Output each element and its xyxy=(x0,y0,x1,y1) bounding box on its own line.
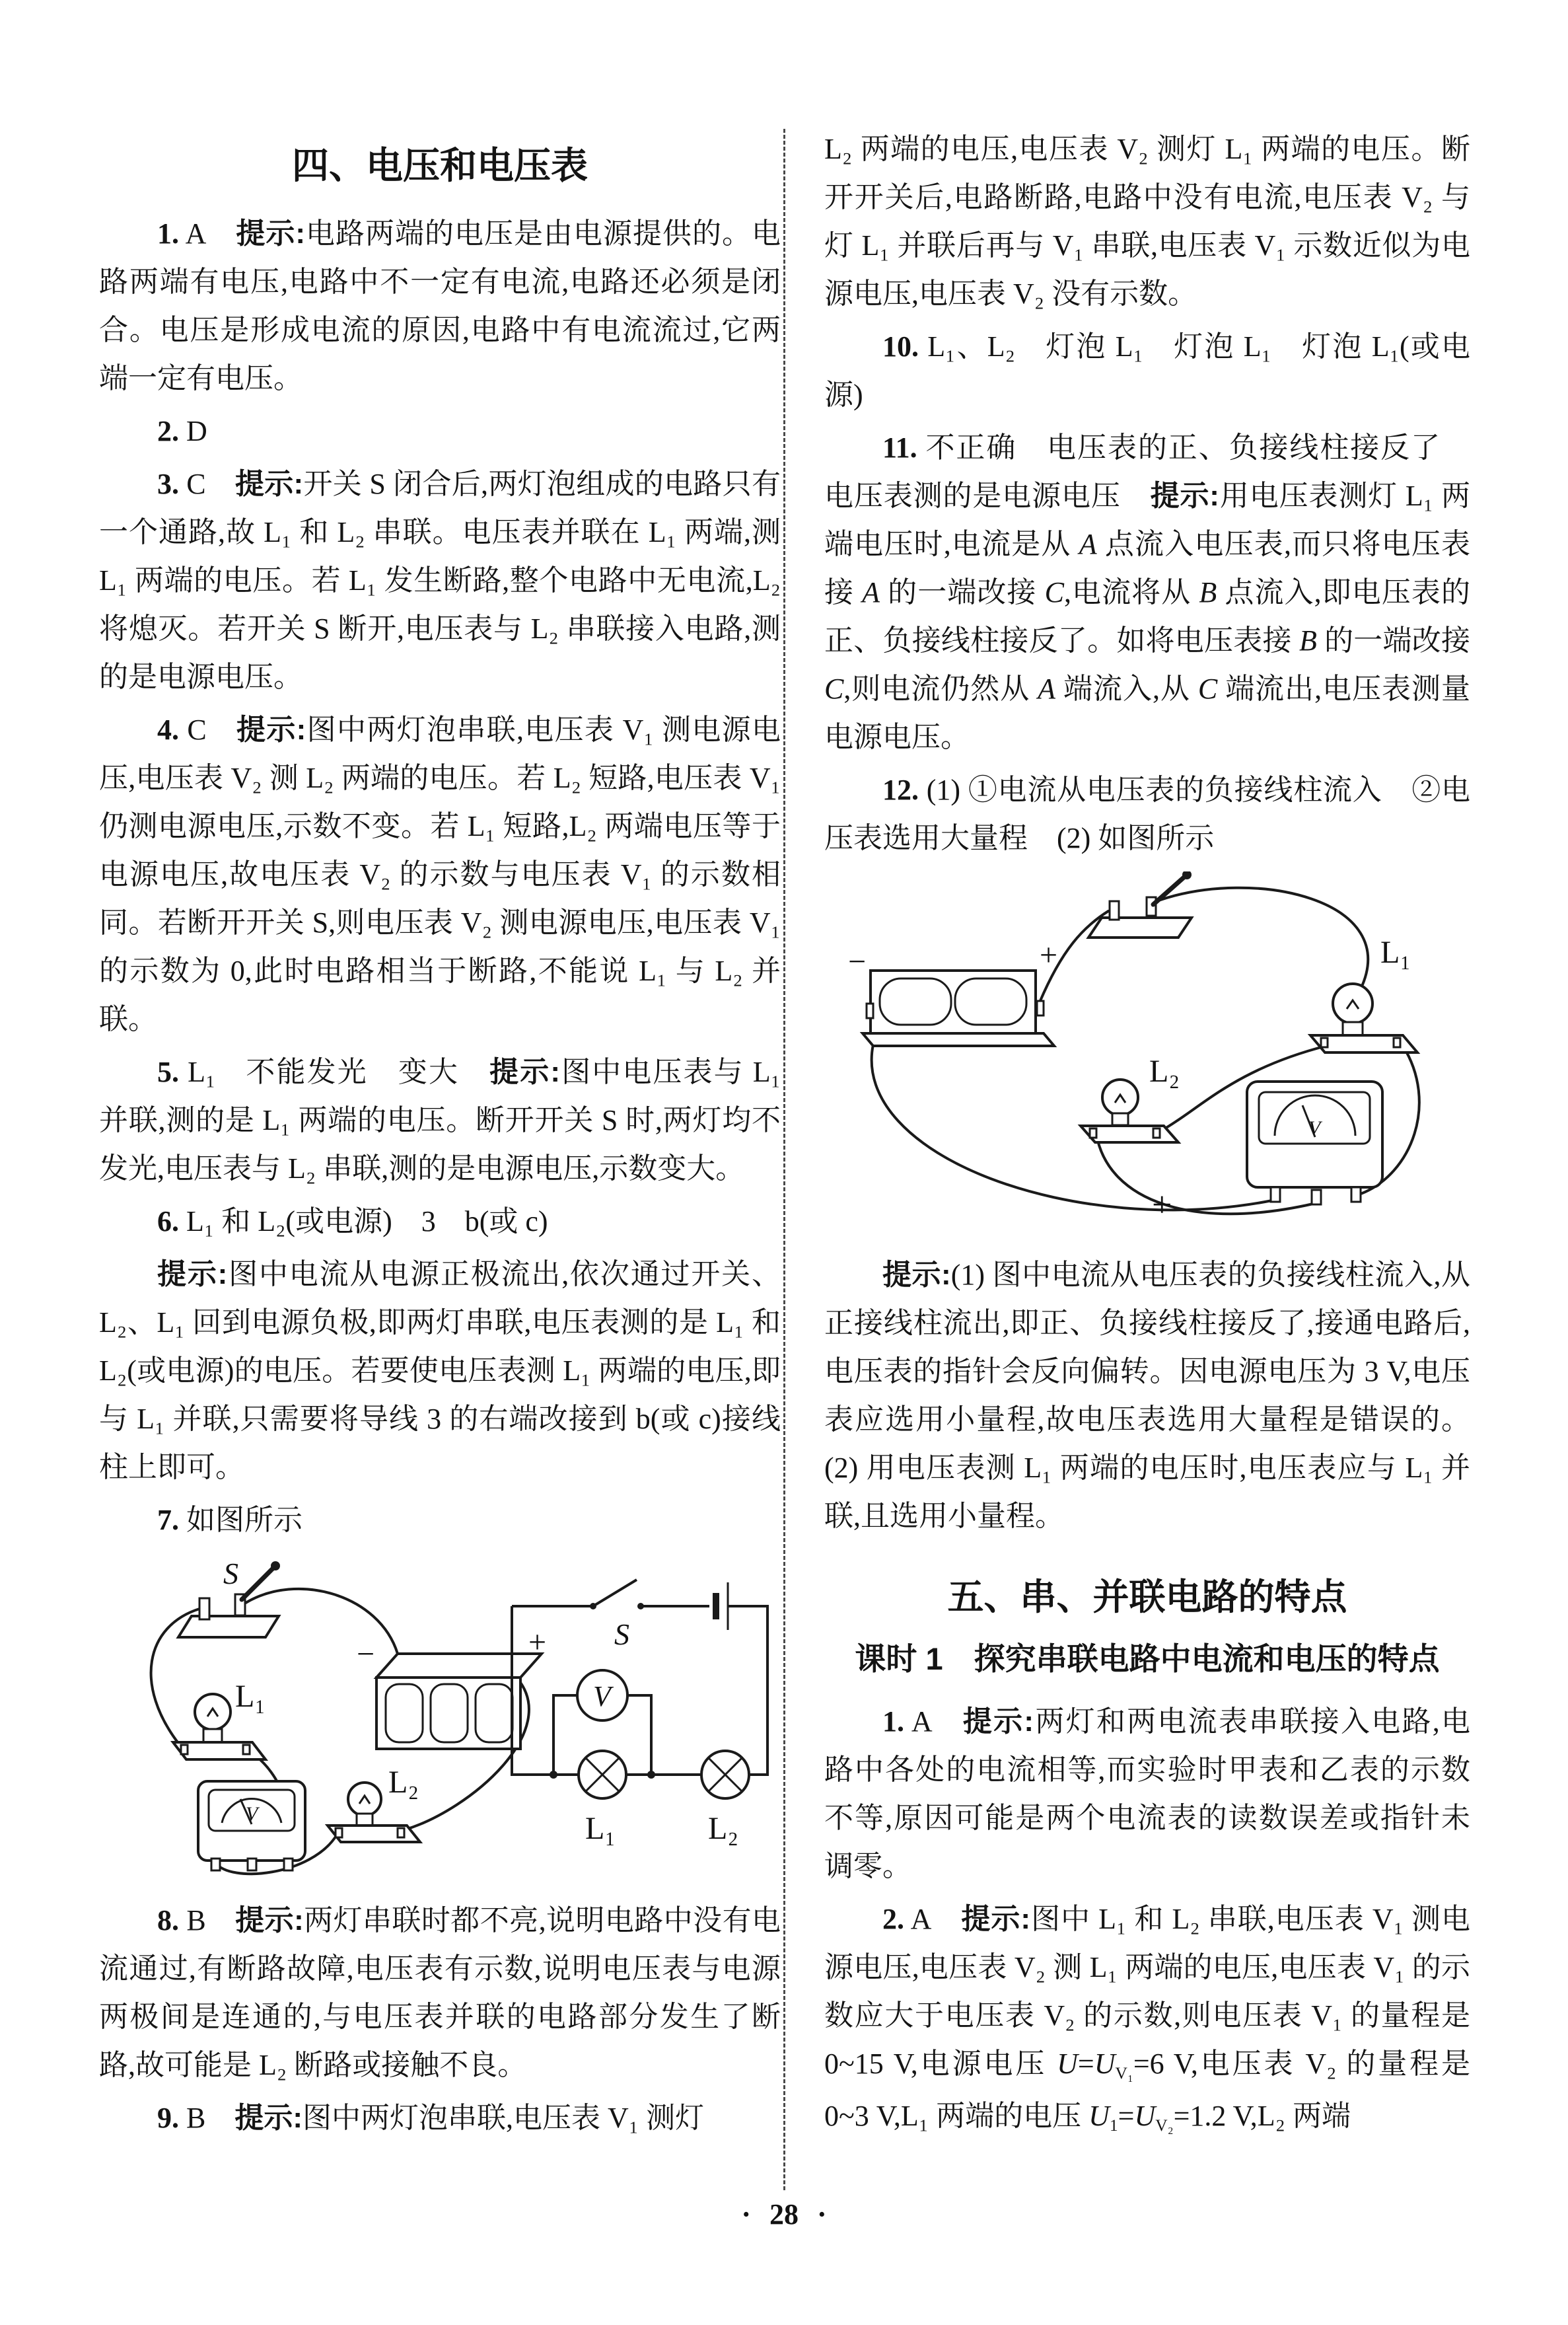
text-segment: 五、串、并联电路的特点 xyxy=(947,1576,1347,1617)
text-segment: L₁、L₂ 灯泡 L₁ 灯泡 L₁ 灯泡 L₁(或电源) xyxy=(824,330,1470,411)
text-segment: 电路两端的电压是由电源提供的。电路两端有电压,电路中不一定有电流,电路还必须是闭合。电压是形成电流的原因,电路中有电流流过,它两端一定有电压。 xyxy=(99,217,781,394)
hint-6 xyxy=(99,1250,781,1491)
text-segment: 提示: xyxy=(234,1904,304,1937)
text-segment: B xyxy=(179,1904,235,1937)
text-segment: V₂ xyxy=(1155,2115,1174,2135)
text-segment: U xyxy=(1057,2048,1078,2080)
lesson-subtitle xyxy=(824,1635,1470,1683)
text-segment: (1) ①电流从电压表的负接线柱流入 ②电压表选用大量程 (2) 如图所示 xyxy=(824,774,1470,854)
text-segment: 8. xyxy=(157,1904,179,1937)
lamp-L2-label: L₂ xyxy=(388,1765,419,1800)
answer-5 xyxy=(99,1048,781,1193)
lamp-L1-icon xyxy=(1310,935,1417,1052)
text-segment: C xyxy=(179,714,236,746)
figure-circuit-q7 xyxy=(99,1553,781,1887)
answer-6 xyxy=(99,1197,781,1245)
text-segment: C xyxy=(179,468,235,500)
text-segment: A xyxy=(862,576,880,609)
text-segment: 提示: xyxy=(235,714,306,746)
text-segment: 11. xyxy=(882,431,917,464)
answer-2 xyxy=(99,407,781,455)
answer-4 xyxy=(99,706,781,1043)
text-segment: 10. xyxy=(882,330,919,363)
text-segment: U xyxy=(1134,2100,1156,2132)
lamp-L2-icon xyxy=(328,1765,420,1842)
text-segment: 7. xyxy=(157,1504,179,1536)
battery-plus-label: + xyxy=(1040,938,1058,973)
text-segment: 端流出,电压表测量电源电压。 xyxy=(824,673,1471,753)
hint-12 xyxy=(824,1251,1470,1540)
text-segment: 四、电压和电压表 xyxy=(292,145,588,186)
plus-node-label: + xyxy=(1152,1185,1172,1224)
left-items-top xyxy=(99,139,781,1544)
switch-icon xyxy=(178,1557,280,1637)
text-segment: 提示: xyxy=(234,2102,303,2134)
answer-9 xyxy=(99,2094,781,2142)
answer-9-continued xyxy=(824,125,1470,318)
text-segment: 的一端改接 xyxy=(880,576,1045,609)
text-segment: = xyxy=(1118,2100,1135,2132)
battery-icon xyxy=(357,1625,546,1749)
answer-8 xyxy=(99,1896,781,2089)
text-segment: 图中两灯泡串联,电压表 V₁ 测灯 xyxy=(303,2102,705,2134)
text-segment: D xyxy=(179,415,207,447)
switch-label: S xyxy=(223,1557,238,1590)
voltmeter-icon xyxy=(198,1781,305,1870)
text-segment: 不正确 电压表的正、负接线柱接反了 电压表测的是电源电压 xyxy=(824,431,1470,512)
answer-10 xyxy=(824,322,1470,419)
lamp-L1-icon xyxy=(173,1679,266,1759)
figure-circuit-q12 xyxy=(824,871,1470,1241)
text-segment: 用电压表测灯 L₁ 两端电压时,电流是从 xyxy=(824,480,1471,560)
battery-minus-label: − xyxy=(848,944,867,979)
lamp-L2-icon xyxy=(1081,1054,1180,1142)
text-segment: 2. xyxy=(882,1903,904,1935)
text-segment: 的一端改接 xyxy=(1316,624,1471,657)
text-segment: 提示: xyxy=(234,468,304,500)
text-segment: 2. xyxy=(157,415,179,447)
right-items-bottom xyxy=(824,1251,1470,2144)
text-segment: 两灯串联时都不亮,说明电路中没有电流通过,有断路故障,电压表有示数,说明电压表与电源两极间是连通的,与电压表并联的电路部分发生了断路,故可能是 L₂ 断路或接触不良。 xyxy=(99,1904,781,2081)
text-segment: 1. xyxy=(882,1705,904,1738)
left-items-bottom xyxy=(99,1896,781,2142)
text-segment: (1) 图中电流从电压表的负接线柱流入,从正接线柱流出,即正、负接线柱接反了,接通电路后,电压表的指针会反向偏转。因电源电压为 3 V,电压表应选用小量程,故电压表选用大量程是错误的。(2) 用电压表测 L₁ 两端的电压时,电压表应与 L₁ 并联,且选用小量程。 xyxy=(824,1259,1470,1532)
text-segment: 4. xyxy=(157,714,179,746)
battery-minus-label: − xyxy=(357,1637,375,1672)
text-segment: C xyxy=(1197,673,1218,705)
lamp-L1-label: L₁ xyxy=(235,1679,266,1714)
column-divider xyxy=(783,129,785,2190)
text-segment: 1 xyxy=(1109,2115,1118,2135)
text-segment: 开关 S 闭合后,两灯泡组成的电路只有一个通路,故 L₁ 和 L₂ 串联。电压表并联在 L₁ 两端,测 L₁ 两端的电压。若 L₁ 发生断路,整个电路中无电流,L₂ 将熄灭。若开关 S 断开,电压表与 L₂ 串联接入电路,测的是电源电压。 xyxy=(99,468,781,693)
section-title-5 xyxy=(824,1570,1470,1623)
text-segment: 图中电压表与 L₁ 并联,测的是 L₁ 两端的电压。断开开关 S 时,两灯均不发光,电压表与 L₂ 串联,测的是电源电压,示数变大。 xyxy=(99,1056,781,1185)
footer-dot-left: · xyxy=(741,2198,751,2231)
text-segment: 提示: xyxy=(882,1259,951,1291)
battery-icon xyxy=(848,938,1057,1046)
text-segment: A xyxy=(179,217,236,250)
text-segment: 提示: xyxy=(1149,480,1219,512)
text-segment: =6 V,电压表 V₂ 的量程是 0~3 V,L₁ 两端的电压 xyxy=(824,2048,1470,2132)
lamp-L2-label: L₂ xyxy=(1149,1054,1180,1089)
text-segment: 5. xyxy=(157,1056,179,1088)
text-segment: = xyxy=(1077,2048,1094,2080)
schematic-switch-label: S xyxy=(614,1617,629,1651)
voltmeter-icon xyxy=(1247,1082,1382,1204)
footer-dot-right: · xyxy=(817,2198,827,2231)
schematic-L2-label: L₂ xyxy=(708,1811,739,1846)
text-segment: L₁ 不能发光 变大 xyxy=(179,1056,489,1088)
text-segment: 如图所示 xyxy=(179,1504,303,1536)
text-segment: 图中电流从电源正极流出,依次通过开关、L₂、L₁ 回到电源负极,即两灯串联,电压表测的是 L₁ 和 L₂(或电源)的电压。若要使电压表测 L₁ 两端的电压,即与 L₁ 并联,只需要将导线 3 的右端改接到 b(或 c)接线柱上即可。 xyxy=(99,1258,781,1483)
text-segment: U xyxy=(1088,2100,1110,2132)
text-segment: 6. xyxy=(157,1205,179,1237)
text-segment: V₁ xyxy=(1115,2063,1133,2083)
text-segment: 提示: xyxy=(235,217,306,250)
text-segment: 12. xyxy=(882,774,919,806)
answer-11 xyxy=(824,424,1470,761)
page-footer xyxy=(0,2197,1568,2231)
text-segment: 提示: xyxy=(960,1903,1031,1935)
answer-7 xyxy=(99,1496,781,1544)
text-segment: 端流入,从 xyxy=(1055,673,1198,705)
text-segment: 1. xyxy=(157,217,179,250)
text-segment: 图中 L₁ 和 L₂ 串联,电压表 V₁ 测电源电压,电压表 V₂ 测 L₁ 两端的电压,电压表 V₁ 的示数应大于电压表 V₂ 的示数,则电压表 V₁ 的量程是 0~15 V,电源电压 xyxy=(824,1903,1470,2080)
text-segment: L₂ 两端的电压,电压表 V₂ 测灯 L₁ 两端的电压。断开开关后,电路断路,电路中没有电流,电压表 V₂ 与灯 L₁ 并联后再与 V₁ 串联,电压表 V₁ 示数近似为电源电压,电压表 V₂ 没有示数。 xyxy=(824,133,1470,310)
answer-1 xyxy=(99,209,781,402)
text-segment: 课时 1 探究串联电路中电流和电压的特点 xyxy=(855,1641,1440,1676)
text-segment: 两灯和两电流表串联接入电路,电路中各处的电流相等,而实验时甲表和乙表的示数不等,原因可能是两个电流表的读数误差或指针未调零。 xyxy=(824,1705,1471,1882)
text-segment: L₁ 和 L₂(或电源) 3 b(或 c) xyxy=(179,1205,548,1237)
page-number: 28 xyxy=(769,2198,799,2231)
answer-s1 xyxy=(824,1697,1470,1890)
schematic-circuit xyxy=(512,1580,767,1846)
answer-s2 xyxy=(824,1895,1470,2144)
text-segment: C xyxy=(1044,576,1064,609)
text-segment: 9. xyxy=(157,2102,179,2134)
schematic-L1-label: L₁ xyxy=(585,1811,616,1846)
text-segment: B xyxy=(179,2102,235,2134)
schematic-voltmeter-label: V xyxy=(593,1680,611,1713)
text-segment: 提示: xyxy=(157,1258,228,1290)
voltmeter-v-label: V xyxy=(1308,1117,1321,1139)
left-column xyxy=(99,135,781,2147)
answer-12 xyxy=(824,766,1470,862)
voltmeter-v-label: V xyxy=(246,1803,258,1825)
text-segment: ,电流将从 xyxy=(1063,576,1199,609)
text-segment: 点流入,即电压表的正、负接线柱接反了。如将电压表接 xyxy=(824,576,1471,657)
lamp-L1-label: L₁ xyxy=(1380,935,1411,970)
text-segment: A xyxy=(1038,673,1056,705)
switch-icon xyxy=(1088,871,1192,938)
text-segment: U xyxy=(1094,2048,1116,2080)
text-segment: =1.2 V,L₂ 两端 xyxy=(1173,2100,1351,2132)
text-segment: 图中两灯泡串联,电压表 V₁ 测电源电压,电压表 V₂ 测 L₂ 两端的电压。若 L₂ 短路,电压表 V₁ 仍测电源电压,示数不变。若 L₁ 短路,L₂ 两端电压等于电源电压,故电压表 V₂ 的示数与电压表 V₁ 的示数相同。若断开开关 S,则电压表 V₂ 测电源电压,电压表 V₁ 的示数为 0,此时电路相当于断路,不能说 L₁ 与 L₂ 并联。 xyxy=(99,714,781,1035)
text-segment: B xyxy=(1199,576,1217,609)
text-segment: 3. xyxy=(157,468,179,500)
text-segment: 提示: xyxy=(961,1705,1034,1738)
text-segment: A xyxy=(904,1903,961,1935)
text-segment: B xyxy=(1299,624,1317,657)
text-segment: ,则电流仍然从 xyxy=(843,673,1038,705)
right-items-top xyxy=(824,125,1470,862)
text-segment: 提示: xyxy=(488,1056,561,1088)
answer-3 xyxy=(99,460,781,701)
right-column xyxy=(824,120,1470,2149)
text-segment: C xyxy=(824,673,844,705)
battery-plus-label: + xyxy=(528,1625,547,1660)
text-segment: 点流入电压表,而只将电压表接 xyxy=(824,528,1471,609)
text-segment: A xyxy=(904,1705,962,1738)
text-segment: A xyxy=(1079,528,1097,560)
section-title-4 xyxy=(99,139,781,192)
